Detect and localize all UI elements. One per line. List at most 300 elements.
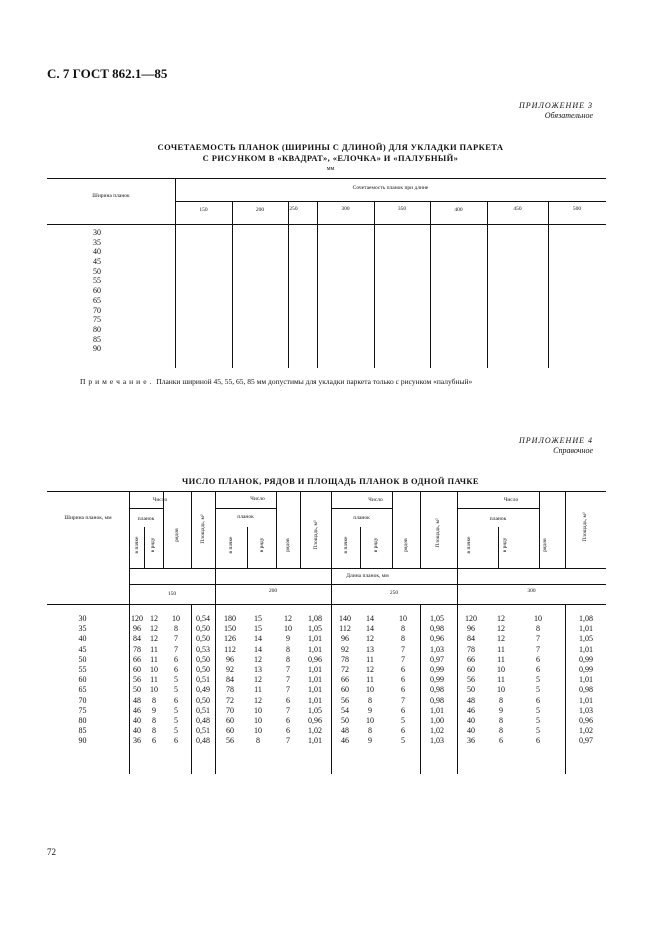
group4-area-header: Площадь, м² [582, 512, 588, 542]
table-cell: 0,96 [579, 715, 593, 725]
group1-number-header: Число [152, 497, 168, 503]
table-cell: 7 [536, 644, 540, 654]
table-cell: 8 [152, 726, 156, 736]
table-cell: 10 [497, 664, 505, 674]
group2-area-column [299, 614, 331, 746]
table-cell: 8 [368, 726, 372, 736]
table-cell: 56 [226, 736, 234, 746]
table-cell: 96 [467, 624, 475, 634]
group2-in-row-column [246, 614, 270, 746]
table-cell: 9 [286, 634, 290, 644]
table-cell: 6 [286, 726, 290, 736]
table-cell: 0,98 [430, 624, 444, 634]
table-cell: 7 [286, 664, 290, 674]
table-cell: 6 [401, 675, 405, 685]
table-cell: 0,50 [196, 654, 210, 664]
table-cell: 90 [93, 344, 101, 354]
table-cell: 0,50 [196, 634, 210, 644]
table-cell: 60 [226, 715, 234, 725]
table-cell: 78 [341, 654, 349, 664]
table-cell: 5 [536, 705, 540, 715]
table-cell: 6 [174, 664, 178, 674]
table-cell: 1,02 [308, 726, 322, 736]
table-cell: 6 [174, 654, 178, 664]
table-cell: 14 [366, 624, 374, 634]
table-cell: 0,98 [430, 685, 444, 695]
table-cell: 6 [286, 715, 290, 725]
table-cell: 36 [467, 736, 475, 746]
table-cell: 1,01 [430, 705, 444, 715]
table-cell: 0,98 [579, 685, 593, 695]
table-cell: 14 [254, 634, 262, 644]
page-header: С. 7 ГОСТ 862.1—85 [47, 66, 168, 81]
table-cell: 6 [401, 726, 405, 736]
table-cell: 6 [536, 695, 540, 705]
table-cell: 70 [226, 705, 234, 715]
table-cell: 40 [467, 715, 475, 725]
table-cell: 84 [226, 675, 234, 685]
table-cell: 0,51 [196, 705, 210, 715]
group3-number-header: Число [368, 497, 383, 503]
table-cell: 6 [499, 736, 503, 746]
note-text: Планки шириной 45, 55, 65, 85 мм допустимы для укладки паркета только с рисунком «палубный» [156, 377, 473, 386]
table-cell: 10 [254, 715, 262, 725]
group3-planks-header: планок [353, 515, 370, 521]
table-cell: 12 [254, 695, 262, 705]
table-cell: 1,01 [308, 675, 322, 685]
table-cell: 78 [226, 685, 234, 695]
table-cell: 55 [78, 664, 87, 674]
table-cell: 75 [78, 705, 87, 715]
table-cell: 12 [497, 634, 505, 644]
table-cell: 65 [78, 685, 87, 695]
table-cell: 6 [401, 664, 405, 674]
table-cell: 35 [78, 624, 87, 634]
appendix3-label: ПРИЛОЖЕНИЕ 3 [519, 101, 593, 110]
table-cell: 60 [341, 685, 349, 695]
table-cell: 12 [150, 634, 158, 644]
table-cell: 0,50 [196, 624, 210, 634]
appendix4-length-250: 250 [389, 590, 399, 596]
table-cell: 80 [93, 324, 101, 334]
table-cell: 56 [467, 675, 475, 685]
table-cell: 8 [152, 715, 156, 725]
appendix3-length-300: 300 [341, 206, 350, 212]
table-cell: 0,98 [430, 695, 444, 705]
appendix3-title-line1: СОЧЕТАЕМОСТЬ ПЛАНОК (ШИРИНЫ С ДЛИНОЙ) ДЛЯ УКЛАДКИ ПАРКЕТА [157, 142, 504, 152]
group2-rows-column [277, 614, 299, 746]
table-cell: 46 [133, 705, 141, 715]
table-cell: 45 [93, 257, 101, 267]
table-cell: 50 [467, 685, 475, 695]
table-cell: 6 [536, 664, 540, 674]
table-cell: 1,01 [579, 624, 593, 634]
table-cell: 85 [93, 334, 101, 344]
table-cell: 5 [401, 736, 405, 746]
table-cell: 11 [366, 675, 374, 685]
table-cell: 9 [152, 705, 156, 715]
table-cell: 11 [497, 654, 505, 664]
table-cell: 55 [93, 276, 101, 286]
table-cell: 0,48 [196, 736, 210, 746]
group1-in-row-header: в ряду [150, 537, 156, 553]
table-cell: 60 [78, 675, 87, 685]
table-cell: 36 [133, 736, 141, 746]
table-cell: 96 [226, 654, 234, 664]
table-cell: 12 [150, 614, 158, 623]
table-cell: 50 [93, 266, 101, 276]
table-cell: 11 [150, 654, 158, 664]
table-cell: 60 [226, 726, 234, 736]
appendix4-status: Справочное [553, 446, 593, 455]
table-cell: 7 [401, 695, 405, 705]
appendix3-length-500: 500 [572, 206, 582, 212]
table-cell: 1,01 [308, 664, 322, 674]
table-cell: 12 [497, 624, 505, 634]
table-cell: 7 [401, 644, 405, 654]
table-cell: 1,05 [430, 614, 444, 623]
table-cell: 5 [536, 685, 540, 695]
group1-in-pack-header: в пачке [134, 536, 140, 554]
appendix4-width-column [55, 614, 110, 746]
table-cell: 1,02 [579, 726, 593, 736]
table-cell: 13 [366, 644, 374, 654]
table-cell: 10 [497, 685, 505, 695]
table-cell: 15 [254, 614, 262, 623]
group1-in-pack-column [129, 614, 145, 746]
group4-in-row-header: в ряду [502, 537, 508, 553]
table-cell: 48 [133, 695, 141, 705]
group3-area-column [420, 614, 454, 746]
table-cell: 6 [174, 736, 178, 746]
table-cell: 14 [366, 614, 374, 623]
table-cell: 8 [152, 695, 156, 705]
appendix3-length-400: 400 [454, 207, 463, 213]
table-cell: 66 [467, 654, 475, 664]
table-cell: 8 [256, 736, 260, 746]
table-cell: 48 [341, 726, 349, 736]
table-cell: 1,01 [579, 695, 593, 705]
table-cell: 30 [93, 228, 101, 237]
table-cell: 56 [341, 695, 349, 705]
table-cell: 11 [366, 654, 374, 664]
group4-planks-header: планок [489, 516, 507, 522]
table-cell: 6 [286, 695, 290, 705]
table-cell: 11 [150, 675, 158, 685]
table-cell: 66 [341, 675, 349, 685]
table-cell: 1,01 [308, 695, 322, 705]
table-cell: 150 [224, 624, 236, 634]
table-cell: 0,99 [430, 664, 444, 674]
group4-rows-header: рядов [542, 538, 548, 552]
table-cell: 60 [93, 286, 101, 296]
group3-in-pack-header: в пачке [343, 536, 349, 554]
table-cell: 85 [78, 726, 87, 736]
table-cell: 5 [401, 715, 405, 725]
table-cell: 92 [226, 664, 234, 674]
appendix4-title: ЧИСЛО ПЛАНОК, РЯДОВ И ПЛОЩАДЬ ПЛАНОК В ОДНОЙ ПАЧКЕ [181, 476, 479, 486]
table-cell: 1,08 [579, 614, 593, 623]
table-cell: 6 [536, 736, 540, 746]
table-cell: 0,96 [430, 634, 444, 644]
appendix3-length-350: 350 [397, 206, 407, 212]
table-cell: 56 [133, 675, 141, 685]
group3-in-row-header: в ряду [373, 537, 379, 553]
appendix3-length-200: 200 [255, 207, 265, 213]
table-cell: 75 [93, 315, 101, 325]
group2-number-header: Число [250, 496, 265, 502]
table-cell: 15 [254, 624, 262, 634]
table-cell: 0,50 [196, 664, 210, 674]
table-cell: 1,01 [579, 644, 593, 654]
appendix3-width-header: Ширина планок [92, 193, 130, 199]
table-cell: 8 [401, 624, 405, 634]
table-cell: 70 [93, 305, 101, 315]
table-cell: 10 [254, 705, 262, 715]
group4-in-pack-header: в пачке [466, 536, 472, 554]
table-cell: 10 [172, 614, 180, 623]
table-cell: 8 [499, 715, 503, 725]
table-cell: 11 [497, 675, 505, 685]
table-cell: 84 [133, 634, 141, 644]
table-cell: 1,01 [579, 675, 593, 685]
table-cell: 40 [133, 715, 141, 725]
table-cell: 0,48 [196, 715, 210, 725]
table-cell: 46 [467, 705, 475, 715]
appendix3-unit: мм [326, 166, 335, 172]
table-cell: 9 [499, 705, 503, 715]
table-cell: 96 [133, 624, 141, 634]
table-cell: 10 [399, 614, 407, 623]
group1-area-header: Площадь, м² [200, 514, 206, 544]
table-cell: 5 [536, 715, 540, 725]
group3-in-pack-column [332, 614, 358, 746]
table-cell: 1,02 [430, 726, 444, 736]
table-cell: 120 [465, 614, 477, 623]
group2-in-pack-header: в пачке [228, 536, 234, 554]
appendix3-width-column [82, 228, 112, 354]
table-cell: 10 [366, 715, 374, 725]
table-cell: 12 [497, 614, 505, 623]
appendix3-length-450: 450 [513, 206, 522, 212]
table-cell: 10 [150, 664, 158, 674]
table-cell: 40 [78, 634, 87, 644]
table-cell: 1,01 [308, 644, 322, 654]
table-cell: 1,01 [308, 634, 322, 644]
note-label: Примечание. [80, 377, 155, 386]
table-cell: 11 [150, 644, 158, 654]
table-cell: 10 [254, 726, 262, 736]
table-cell: 12 [254, 675, 262, 685]
table-cell: 0,99 [579, 654, 593, 664]
group4-in-row-column [488, 614, 514, 746]
table-cell: 8 [368, 695, 372, 705]
group2-rows-header: рядов [285, 538, 291, 552]
table-cell: 12 [254, 654, 262, 664]
table-cell: 54 [341, 705, 349, 715]
table-cell: 8 [174, 624, 178, 634]
appendix3-title-line2: С РИСУНКОМ В «КВАДРАТ», «ЕЛОЧКА» И «ПАЛУБНЫЙ» [202, 153, 459, 163]
table-cell: 1,08 [308, 614, 322, 623]
table-cell: 45 [78, 644, 87, 654]
table-cell: 8 [286, 644, 290, 654]
table-cell: 13 [254, 664, 262, 674]
table-cell: 40 [93, 247, 101, 257]
table-cell: 46 [341, 736, 349, 746]
group4-rows-column [529, 614, 547, 746]
table-cell: 14 [254, 644, 262, 654]
table-cell: 7 [286, 705, 290, 715]
table-cell: 6 [174, 695, 178, 705]
group1-area-column [191, 614, 215, 746]
group3-rows-column [390, 614, 416, 746]
table-cell: 8 [499, 695, 503, 705]
table-cell: 72 [341, 664, 349, 674]
table-cell: 7 [401, 654, 405, 664]
table-cell: 1,00 [430, 715, 444, 725]
table-cell: 7 [286, 736, 290, 746]
table-cell: 50 [78, 654, 87, 664]
table-cell: 1,05 [308, 705, 322, 715]
table-cell: 10 [366, 685, 374, 695]
table-cell: 70 [78, 695, 87, 705]
table-cell: 11 [254, 685, 262, 695]
table-cell: 1,01 [308, 685, 322, 695]
group2-in-pack-column [216, 614, 244, 746]
group2-in-row-header: в ряду [259, 537, 265, 553]
table-cell: 0,51 [196, 675, 210, 685]
appendix4-length-150: 150 [167, 591, 177, 597]
group4-in-pack-column [458, 614, 484, 746]
table-cell: 90 [78, 736, 87, 746]
table-cell: 6 [401, 705, 405, 715]
table-cell: 60 [133, 664, 141, 674]
table-cell: 12 [284, 614, 292, 623]
table-cell: 92 [341, 644, 349, 654]
table-cell: 60 [467, 664, 475, 674]
table-cell: 1,05 [308, 624, 322, 634]
table-cell: 0,97 [579, 736, 593, 746]
table-cell: 0,50 [196, 695, 210, 705]
table-cell: 12 [366, 634, 374, 644]
table-cell: 5 [536, 726, 540, 736]
table-cell: 0,53 [196, 644, 210, 654]
table-cell: 126 [224, 634, 236, 644]
table-cell: 1,05 [579, 634, 593, 644]
table-cell: 84 [467, 634, 475, 644]
table-cell: 7 [536, 634, 540, 644]
appendix3-group-header: Сочетаемость планок при длине [352, 185, 429, 191]
appendix4-width-header: Ширина планок, мм [64, 515, 112, 521]
table-cell: 8 [286, 654, 290, 664]
table-cell: 140 [339, 614, 351, 623]
table-cell: 5 [174, 705, 178, 715]
table-cell: 40 [467, 726, 475, 736]
table-cell: 10 [284, 624, 292, 634]
table-cell: 1,03 [430, 644, 444, 654]
table-cell: 6 [152, 736, 156, 746]
table-cell: 1,01 [308, 736, 322, 746]
group3-in-row-column [358, 614, 382, 746]
page-number: 72 [47, 847, 56, 857]
table-cell: 96 [341, 634, 349, 644]
table-cell: 6 [536, 654, 540, 664]
group3-rows-header: рядов [403, 538, 409, 552]
table-cell: 5 [174, 726, 178, 736]
table-cell: 72 [226, 695, 234, 705]
table-cell: 7 [286, 675, 290, 685]
table-cell: 30 [78, 614, 87, 623]
table-cell: 48 [467, 695, 475, 705]
table-cell: 112 [224, 644, 236, 654]
table-cell: 0,96 [308, 654, 322, 664]
group1-planks-header: планок [137, 516, 155, 522]
appendix3-note [80, 377, 472, 386]
table-cell: 5 [174, 685, 178, 695]
table-cell: 0,49 [196, 685, 210, 695]
group1-in-row-column [147, 614, 161, 746]
appendix4-length-header: Длина планок, мм [346, 573, 389, 579]
table-cell: 78 [133, 644, 141, 654]
table-cell: 10 [150, 685, 158, 695]
table-cell: 10 [534, 614, 542, 623]
group4-area-column [566, 614, 606, 746]
appendix4-label: ПРИЛОЖЕНИЕ 4 [519, 436, 593, 445]
table-cell: 0,99 [430, 675, 444, 685]
table-cell: 5 [174, 715, 178, 725]
table-cell: 8 [536, 624, 540, 634]
table-cell: 5 [174, 675, 178, 685]
table-cell: 0,96 [308, 715, 322, 725]
table-cell: 0,99 [579, 664, 593, 674]
appendix4-length-200: 200 [268, 588, 278, 594]
table-cell: 1,03 [430, 736, 444, 746]
table-cell: 9 [368, 736, 372, 746]
table-cell: 0,54 [196, 614, 210, 623]
table-cell: 180 [224, 614, 236, 623]
table-cell: 66 [133, 654, 141, 664]
table-cell: 120 [131, 614, 143, 623]
group1-rows-header: рядов [174, 528, 180, 542]
table-cell: 7 [174, 634, 178, 644]
group4-number-header: Число [503, 497, 519, 503]
table-cell: 50 [341, 715, 349, 725]
table-cell: 35 [93, 237, 101, 247]
table-cell: 9 [368, 705, 372, 715]
table-cell: 6 [401, 685, 405, 695]
group1-rows-column [166, 614, 186, 746]
table-cell: 1,03 [579, 705, 593, 715]
appendix4-length-300: 300 [527, 588, 536, 594]
table-cell: 12 [366, 664, 374, 674]
appendix3-length-250: 250 [289, 206, 298, 212]
group2-area-header: Площадь, м² [313, 520, 319, 550]
table-cell: 12 [150, 624, 158, 634]
appendix3-status: Обязательное [544, 111, 593, 120]
table-cell: 8 [401, 634, 405, 644]
table-cell: 0,97 [430, 654, 444, 664]
table-cell: 11 [497, 644, 505, 654]
group3-area-header: Площадь, м² [435, 518, 441, 548]
table-cell: 112 [339, 624, 351, 634]
group2-planks-header: планок [237, 514, 254, 520]
table-cell: 0,51 [196, 726, 210, 736]
table-cell: 80 [78, 715, 87, 725]
table-cell: 7 [286, 685, 290, 695]
table-cell: 50 [133, 685, 141, 695]
table-cell: 8 [499, 726, 503, 736]
table-cell: 65 [93, 295, 101, 305]
